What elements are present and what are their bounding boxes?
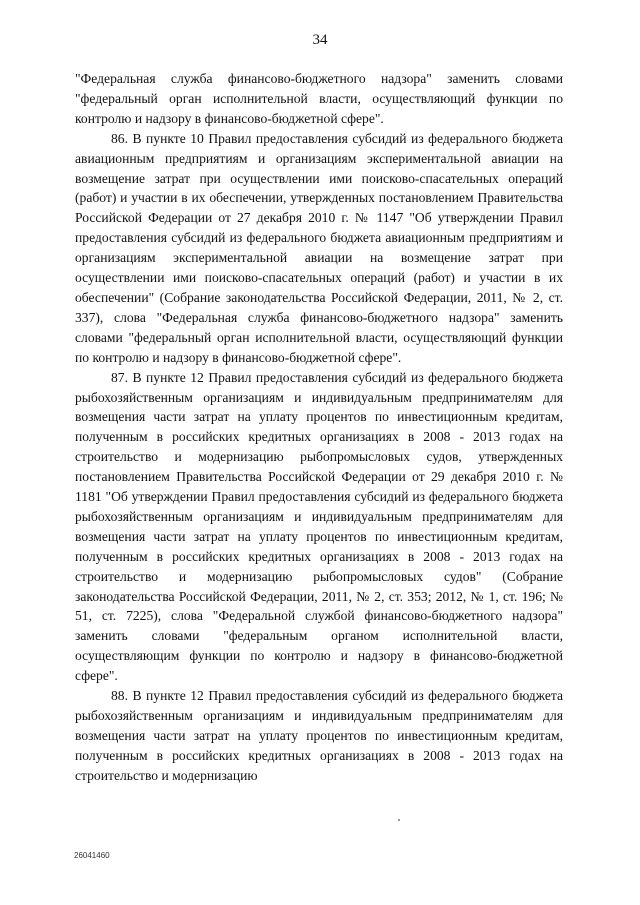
paragraph-continuation: "Федеральная служба финансово-бюджетного надзора" заменить словами "федеральный орган исполнительной власти, осуществляющий функции по контролю и надзору в финансово-бюджетной сфере". bbox=[75, 71, 563, 126]
page-number: 34 bbox=[312, 32, 328, 48]
document-body bbox=[75, 69, 563, 786]
paragraph-item-86: 86. В пункте 10 Правил предоставления субсидий из федерального бюджета авиационным предприятиям и организациям экспериментальной авиации на возмещение затрат при осуществлении ими поисково-спасательных операций (работ) и участии в их обеспечении, утвержденных постановлением Правительства Российской Федерации от 27 декабря 2010 г. № 1147 "Об утверждении Правил предоставления субсидий из федерального бюджета авиационным предприятиям и организациям экспериментальной авиации на возмещение затрат при осуществлении ими поисково-спасательных операций (работ) и участии в их обеспечении" (Собрание законодательства Российской Федерации, 2011, № 2, ст. 337), слова "Федеральная служба финансово-бюджетного надзора" заменить словами "федеральный орган исполнительной власти, осуществляющий функции по контролю и надзору в финансово-бюджетной сфере". bbox=[75, 130, 563, 365]
paragraph-item-87: 87. В пункте 12 Правил предоставления субсидий из федерального бюджета рыбохозяйственным организациям и индивидуальным предпринимателям для возмещения части затрат на уплату процентов по инвестиционным кредитам, полученным в российских кредитных организациях в 2008 - 2013 годах на строительство и модернизацию рыбопромысловых судов, утвержденных постановлением Правительства Российской Федерации от 29 декабря 2010 г. № 1181 "Об утверждении Правил предоставления субсидий из федерального бюджета рыбохозяйственным организациям и индивидуальным предпринимателям для возмещения части затрат на уплату процентов по инвестиционным кредитам, полученным в российских кредитных организациях в 2008 - 2013 годах на строительство и модернизацию рыбопромысловых судов" (Собрание законодательства Российской Федерации, 2011, № 2, ст. 353; 2012, № 1, ст. 196; № 51, ст. 7225), слова "Федеральной службой финансово-бюджетного надзора" заменить словами "федеральным органом исполнительной власти, осуществляющим функции по контролю и надзору в финансово-бюджетной сфере". bbox=[75, 369, 563, 684]
document-footer-code: 26041460 bbox=[74, 851, 110, 860]
paragraph-item-88: 88. В пункте 12 Правил предоставления субсидий из федерального бюджета рыбохозяйственным организациям и индивидуальным предпринимателям для возмещения части затрат на уплату процентов по инвестиционным кредитам, полученным в российских кредитных организациях в 2008 - 2013 годах на строительство и модернизацию bbox=[75, 688, 563, 783]
scan-speck bbox=[398, 819, 400, 821]
